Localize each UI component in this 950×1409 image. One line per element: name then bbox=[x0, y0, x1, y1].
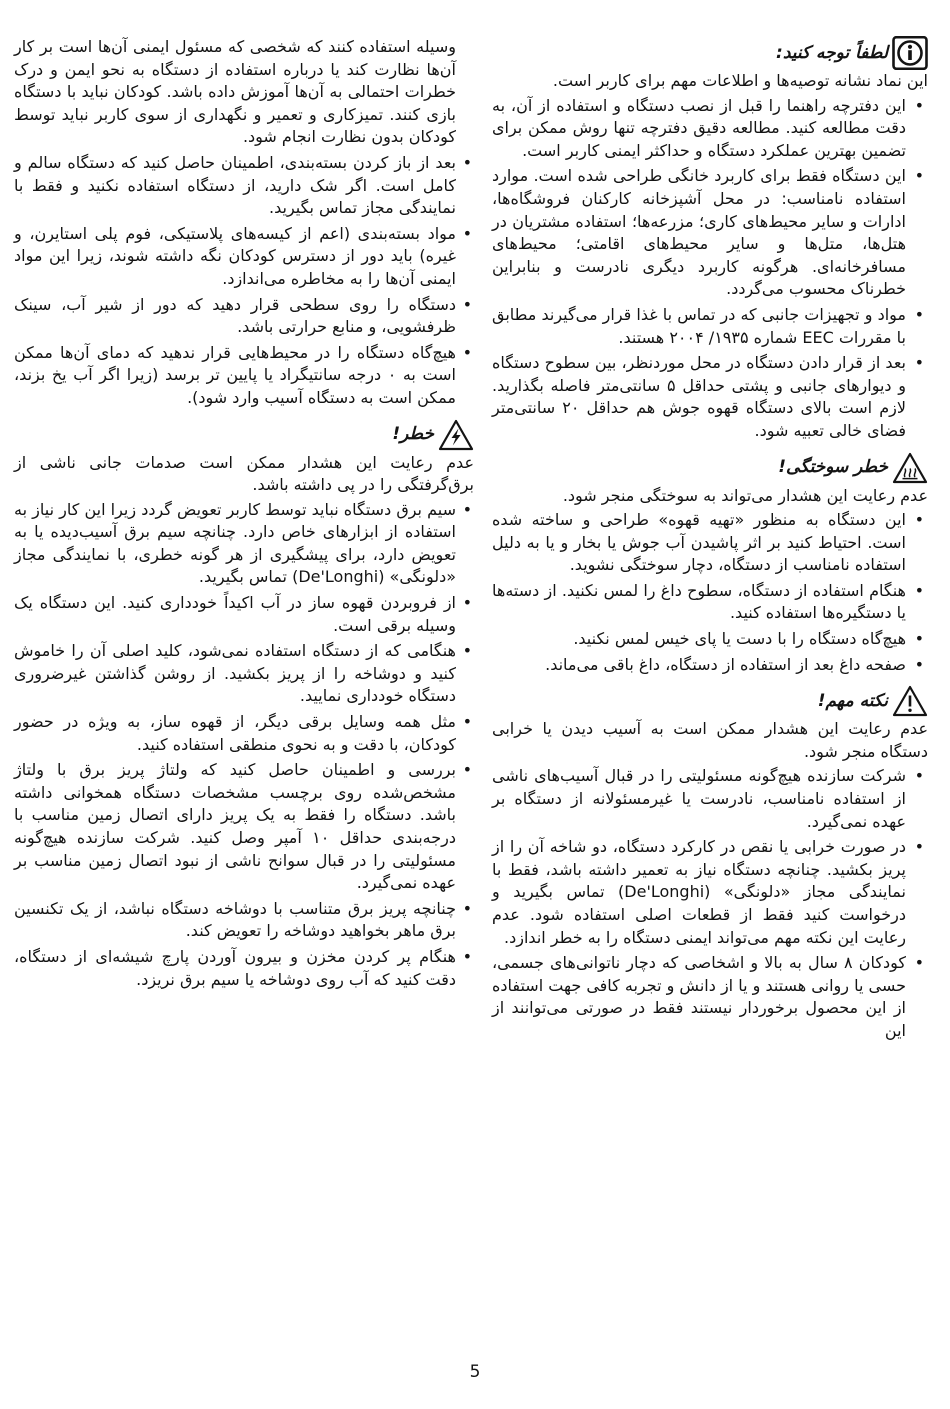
list-item: • این دفترچه راهنما را قبل از نصب دستگاه و استفاده از آن، به دقت مطالعه کنید. مطالعه دقیق دفترچه تنها روش ممکن برای تضمین بهترین عملکرد دستگاه و حداکثر ایمنی کاربر است. bbox=[492, 95, 928, 163]
right-column bbox=[492, 36, 928, 1046]
left-column bbox=[14, 36, 474, 994]
list-item: • سیم برق دستگاه نباید توسط کاربر تعویض گردد زیرا این کار نیاز به استفاده از ابزارهای خاص دارد. چنانچه سیم برق آسیب‌دیده یا به تعویض دارد، برای پیشگیری از هر گونه خطری، با نمایندگی مجاز «دلونگی» (De'Longhi) تماس بگیرید. bbox=[14, 499, 474, 589]
list-item: • مواد و تجهیزات جانبی که در تماس با غذا قرار می‌گیرند مطابق با مقررات EEC شماره ۱۹۳۵/ ۲۰۰۴ هستند. bbox=[492, 304, 928, 349]
info-icon bbox=[892, 36, 928, 70]
burn-title: خطر سوختگی! bbox=[778, 457, 888, 478]
notice-text: این نماد نشانه توصیه‌ها و اطلاعات مهم برای کاربر است. bbox=[552, 71, 928, 90]
continuation-text: وسیله استفاده کنند که شخصی که مسئول ایمنی آن‌ها است بر کار آن‌ها نظارت کند یا درباره استفاده از دستگاه به نحو ایمن و درک خطرات احتمالی به آن‌ها آموزش داده باشد. کودکان نباید با دستگاه بازی کنند. تمیزکاری و تعمیر و نگهداری از سوی کاربر نباید توسط کودکان بدون نظارت انجام شود. bbox=[14, 37, 456, 147]
important-list bbox=[492, 765, 928, 1042]
important-text: عدم رعایت این هشدار ممکن است به آسیب دیدن یا خرابی دستگاه منجر شود. bbox=[492, 719, 928, 761]
safety-list bbox=[14, 152, 474, 410]
notice-title: لطفاً توجه کنید: bbox=[776, 42, 888, 63]
list-item: • هنگامی که از دستگاه استفاده نمی‌شود، کلید اصلی آن را خاموش کنید و دوشاخه را از پریز بکشید. از روشن گذاشتن غیرضروری دستگاه خودداری نمایید. bbox=[14, 640, 474, 708]
important-header bbox=[492, 684, 928, 718]
hot-surface-icon bbox=[892, 451, 928, 485]
list-item: • از فروبردن قهوه ساز در آب اکیداً خودداری کنید. این دستگاه یک وسیله برقی است. bbox=[14, 592, 474, 637]
list-item: • این دستگاه به منظور «تهیه قهوه» طراحی و ساخته شده است. احتیاط کنید بر اثر پاشیدن آب جوش یا بخار و یا به دلیل استفاده نامناسب از دستگاه، دچار سوختگی نشوید. bbox=[492, 509, 928, 577]
list-item: • هیچ‌گاه دستگاه را با دست یا پای خیس لمس نکنید. bbox=[492, 628, 928, 651]
list-item: • چنانچه پریز برق متناسب با دوشاخه دستگاه نباشد، از یک تکنسین برق ماهر بخواهید دوشاخه را تعویض کند. bbox=[14, 898, 474, 943]
page-number: 5 bbox=[469, 1362, 481, 1382]
list-item: • صفحه داغ بعد از استفاده از دستگاه، داغ باقی می‌ماند. bbox=[492, 654, 928, 677]
list-item: • دستگاه را روی سطحی قرار دهید که دور از شیر آب، سینک ظرفشویی، و منابع حرارتی باشد. bbox=[14, 294, 474, 339]
list-item: • هنگام استفاده از دستگاه، سطوح داغ را لمس نکنید. از دسته‌ها یا دستگیره‌ها استفاده کنید. bbox=[492, 580, 928, 625]
notice-list bbox=[492, 95, 928, 443]
warning-icon bbox=[892, 684, 928, 718]
important-title: نکته مهم! bbox=[817, 690, 888, 711]
electric-shock-icon bbox=[438, 418, 474, 452]
list-item: • مواد بسته‌بندی (اعم از کیسه‌های پلاستیکی، فوم پلی استایرن، و غیره) باید دور از دسترس کودکان نگه داشته شوند، زیرا این مواد ایمنی آن‌ها را به مخاطره می‌اندازد. bbox=[14, 223, 474, 291]
list-item: • بررسی و اطمینان حاصل کنید که ولتاژ پریز برق با ولتاژ مشخص‌شده روی برچسب مشخصات دستگاه همخوانی داشته باشد. دستگاه را فقط به یک پریز دارای اتصال زمین مناسب با درجه‌بندی حداقل ۱۰ آمپر وصل کنید. شرکت سازنده هیچ‌گونه مسئولیتی را در قبال سوانح ناشی از نبود اتصال زمین مناسب بر عهده نمی‌گیرد. bbox=[14, 759, 474, 895]
burn-header bbox=[492, 451, 928, 485]
list-item: • هیچ‌گاه دستگاه را در محیط‌هایی قرار ندهید که دمای آن‌ها ممکن است به ۰ درجه سانتیگراد یا پایین تر برسد (زیرا اگر آب یخ بزند، ممکن است به دستگاه آسیب وارد شود). bbox=[14, 342, 474, 410]
list-item: • کودکان ۸ سال به بالا و اشخاصی که دچار ناتوانی‌های جسمی، حسی یا روانی هستند و یا از دانش و تجربه کافی جهت استفاده از این محصول برخوردار نیستند فقط در صورتی می‌توانند از این bbox=[492, 952, 928, 1042]
list-item: • بعد از قرار دادن دستگاه در محل موردنظر، بین سطوح دستگاه و دیوارهای جانبی و پشتی حداقل ۵ سانتی‌متر فاصله بگذارید. لازم است بالای دستگاه قهوه جوش هم حداقل ۲۰ سانتی‌متر فضای خالی تعبیه شود. bbox=[492, 352, 928, 442]
burn-list bbox=[492, 509, 928, 676]
list-item: • در صورت خرابی یا نقص در کارکرد دستگاه، دو شاخه آن را از پریز بکشید. چنانچه دستگاه نیاز به تعمیر داشته باشد، فقط با نمایندگی مجاز «دلونگی» (De'Longhi) تماس بگیرید و درخواست کنید فقط از قطعات اصلی استفاده شود. عدم رعایت این نکته مهم می‌تواند ایمنی دستگاه را به خطر اندازد. bbox=[492, 836, 928, 949]
list-item: • بعد از باز کردن بسته‌بندی، اطمینان حاصل کنید که دستگاه سالم و کامل است. اگر شک دارید، از دستگاه استفاده نکنید و فقط با نمایندگی مجاز تماس بگیرید. bbox=[14, 152, 474, 220]
notice-header bbox=[492, 36, 928, 70]
list-item: • مثل همه وسایل برقی دیگر، از قهوه ساز، به ویژه در حضور کودکان، با دقت و به نحوی منطقی استفاده کنید. bbox=[14, 711, 474, 756]
danger-text: عدم رعایت این هشدار ممکن است صدمات جانی ناشی از برق‌گرفتگی را در پی داشته باشد. bbox=[14, 452, 474, 495]
list-item: • این دستگاه فقط برای کاربرد خانگی طراحی شده است. موارد استفاده نامناسب: در محل آشپزخانه کارکنان فروشگاه‌ها، ادارات و سایر محیط‌های کاری؛ مزرعه‌ها؛ استفاده مشتریان در هتل‌ها، متل‌ها و سایر محیط‌های اقامتی؛ محیط‌های مسافرخانه‌ای. هرگونه کاربرد دیگری نادرست و بنابراین خطرناک محسوب می‌گردد. bbox=[492, 165, 928, 301]
list-item: • هنگام پر کردن مخزن و بیرون آوردن پارچ شیشه‌ای از دستگاه، دقت کنید که آب روی دوشاخه یا سیم برق نریزد. bbox=[14, 946, 474, 991]
danger-list bbox=[14, 499, 474, 991]
list-item: • شرکت سازنده هیچ‌گونه مسئولیتی را در قبال آسیب‌های ناشی از استفاده نامناسب، نادرست یا غیرمسئولانه از دستگاه بر عهده نمی‌گیرد. bbox=[492, 765, 928, 833]
burn-text: عدم رعایت این هشدار می‌تواند به سوختگی منجر شود. bbox=[562, 485, 928, 505]
danger-header bbox=[14, 418, 474, 452]
danger-title: خطر! bbox=[392, 424, 434, 445]
